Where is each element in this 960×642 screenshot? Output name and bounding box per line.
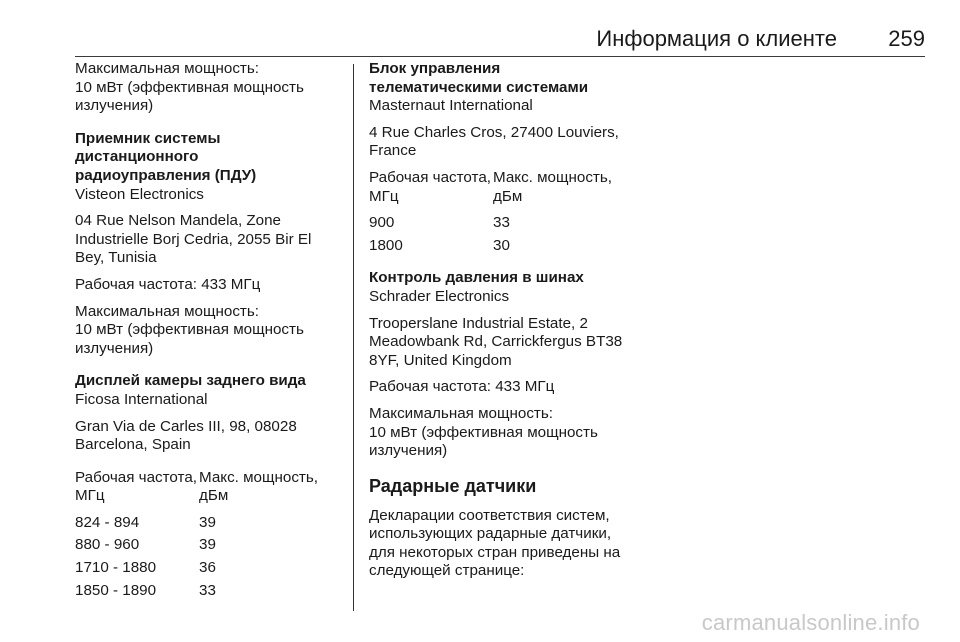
rds-power-value: 10 мВт (эффективная мощность излучения) <box>75 321 304 357</box>
tpms-address: Trooperslane Industrial Estate, 2 Meadowbank Rd, Carrickfergus BT38 8YF, United Kingdom <box>369 314 623 369</box>
telematics-heading: Блок управления телематическими системами <box>369 60 589 96</box>
page-title: Информация о клиенте <box>596 26 837 51</box>
right-column <box>369 60 637 589</box>
table-cell: 1710 - 1880 <box>75 559 157 577</box>
tpms-heading: Контроль давления в шинах <box>369 269 584 287</box>
rds-frequency: Рабочая частота: 433 МГц <box>75 275 261 293</box>
table-header-frequency: Рабочая частота, МГц <box>369 168 491 205</box>
table-cell: 824 - 894 <box>75 513 140 531</box>
tpms-power-value: 10 мВт (эффективная мощность излучения) <box>369 423 598 460</box>
table-header-power: Макс. мощность, дБм <box>199 468 319 505</box>
table-cell: 39 <box>199 536 216 554</box>
page-header <box>75 24 925 57</box>
rds-address: 04 Rue Nelson Mandela, Zone Industrielle Borj Cedria, 2055 Bir El Bey, Tunisia <box>75 212 312 267</box>
rds-heading: Приемник системы дистанционного радиоуправления (ПДУ) <box>75 129 257 184</box>
intro-power-label: Максимальная мощность: <box>75 60 260 77</box>
tpms-company: Schrader Electronics <box>369 287 510 305</box>
tpms-frequency: Рабочая частота: 433 МГц <box>369 378 555 396</box>
rds-company: Visteon Electronics <box>75 185 204 203</box>
watermark: carmanualsonline.info <box>701 610 920 635</box>
column-divider <box>353 64 354 611</box>
left-column <box>75 60 337 614</box>
camera-company: Ficosa International <box>75 390 208 408</box>
telematics-company: Masternaut International <box>369 97 533 115</box>
radar-heading: Радарные датчики <box>369 475 537 496</box>
camera-address: Gran Via de Carles III, 98, 08028 Barcelona, Spain <box>75 417 297 454</box>
table-cell: 33 <box>493 214 510 232</box>
telematics-frequency-table <box>369 169 637 255</box>
tpms-power <box>369 405 637 461</box>
telematics-address: 4 Rue Charles Cros, 27400 Louviers, France <box>369 123 619 160</box>
table-cell: 33 <box>199 581 216 599</box>
table-cell: 39 <box>199 513 216 531</box>
rds-power <box>75 303 337 359</box>
table-header-power: Макс. мощность, дБм <box>493 168 613 205</box>
table-cell: 30 <box>493 236 510 254</box>
intro-power-value: 10 мВт (эффективная мощность излучения) <box>75 78 304 115</box>
table-cell: 1800 <box>369 236 403 254</box>
radar-text: Декларации соответствия систем, использующих радарные датчики, для некоторых стран приведены на следующей странице: <box>369 506 621 580</box>
table-cell: 880 - 960 <box>75 536 140 554</box>
camera-frequency-table <box>75 469 337 601</box>
table-cell: 900 <box>369 214 395 232</box>
table-cell: 1850 - 1890 <box>75 581 157 599</box>
camera-heading: Дисплей камеры заднего вида <box>75 372 306 390</box>
table-header-frequency: Рабочая частота, МГц <box>75 468 197 505</box>
page-number: 259 <box>888 26 925 51</box>
intro-power <box>75 60 337 116</box>
rds-power-label: Максимальная мощность: <box>75 302 260 320</box>
tpms-power-label: Максимальная мощность: <box>369 404 554 422</box>
table-cell: 36 <box>199 559 216 577</box>
